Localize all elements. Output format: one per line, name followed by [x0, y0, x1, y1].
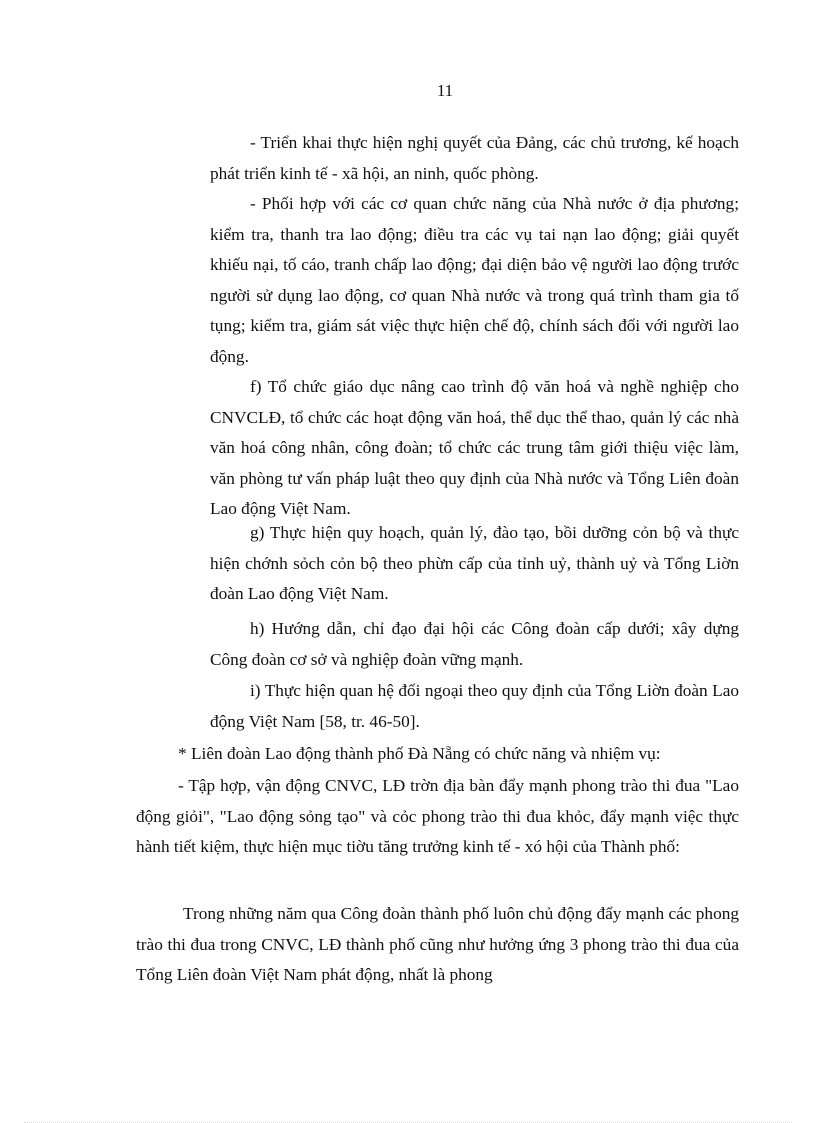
- page-number: 11: [436, 81, 454, 100]
- paragraph-gather-mobilize: - Tập hợp, vận động CNVC, LĐ trờn địa bàn đẩy mạnh phong trào thi đua "Lao động giỏi", "Lao động sỏng tạo" và cỏc phong trào thi đua khỏc, đẩy mạnh việc thực hành tiết kiệm, thực hiện mục tiờu tăng trưởng kinh tế - xó hội của Thành phố:: [136, 776, 739, 856]
- paragraph-emulation-movements: Trong những năm qua Công đoàn thành phố luôn chủ động đẩy mạnh các phong trào thi đua trong CNVC, LĐ thành phố cũng như hưởng ứng 3 phong trào thi đua của Tổng Liên đoàn Việt Nam phát động, nhất là phong: [136, 904, 739, 984]
- paragraph-danang-functions-heading: * Liên đoàn Lao động thành phố Đà Nẵng có chức năng và nhiệm vụ:: [178, 744, 661, 763]
- paragraph-item-f: f) Tổ chức giáo dục nâng cao trình độ văn hoá và nghề nghiệp cho CNVCLĐ, tổ chức các hoạt động văn hoá, thể dục thể thao, quản lý các nhà văn hoá công nhân, công đoàn; tổ chức các trung tâm giới thiệu việc làm, văn phòng tư vấn pháp luật theo quy định của Nhà nước và Tổng Liên đoàn Lao động Việt Nam.: [210, 377, 739, 518]
- paragraph-item-h: h) Hướng dẫn, chỉ đạo đại hội các Công đoàn cấp dưới; xây dựng Công đoàn cơ sở và nghiệp đoàn vững mạnh.: [210, 619, 739, 669]
- paragraph-coordinate-state-agencies: - Phối hợp với các cơ quan chức năng của Nhà nước ở địa phương; kiểm tra, thanh tra lao động; điều tra các vụ tai nạn lao động; giải quyết khiếu nại, tố cáo, tranh chấp lao động; đại diện bảo vệ người lao động trước người sử dụng lao động, cơ quan Nhà nước và trong quá trình tham gia tố tụng; kiểm tra, giám sát việc thực hiện chế độ, chính sách đối với người lao động.: [210, 194, 739, 366]
- paragraph-item-g: g) Thực hiện quy hoạch, quản lý, đào tạo, bồi dưỡng cỏn bộ và thực hiện chớnh sỏch cỏn bộ theo phừn cấp của tỉnh uỷ, thành uỷ và Tổng Liờn đoàn Lao động Việt Nam.: [210, 523, 739, 603]
- paragraph-implement-resolutions: - Triển khai thực hiện nghị quyết của Đảng, các chủ trương, kế hoạch phát triển kinh tế - xã hội, an ninh, quốc phòng.: [210, 133, 739, 183]
- paragraph-item-i: i) Thực hiện quan hệ đối ngoại theo quy định của Tổng Liờn đoàn Lao động Việt Nam [58, tr. 46-50].: [210, 681, 739, 731]
